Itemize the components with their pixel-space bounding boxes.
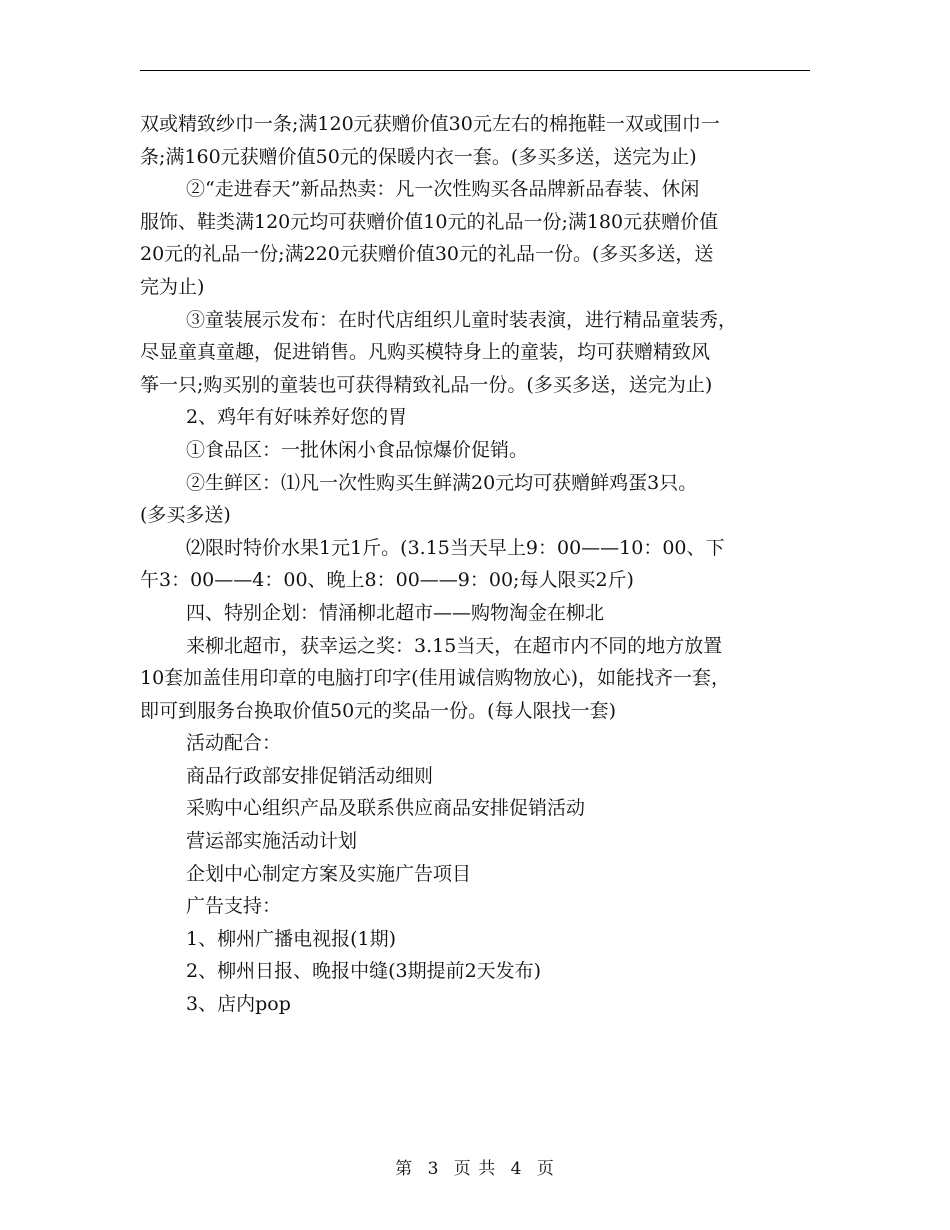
text-line: ⑵限时特价水果1元1斤。(3.15当天早上9：00——10：00、下 <box>186 536 725 559</box>
text-line: 2、鸡年有好味养好您的胃 <box>186 406 408 429</box>
footer-prefix: 第 <box>395 1159 414 1179</box>
text-line: 双或精致纱巾一条;满120元获赠价值30元左右的棉拖鞋一双或围巾一 <box>140 113 720 135</box>
header-rule <box>140 70 810 71</box>
footer-total-pages: 4 <box>510 1159 523 1179</box>
footer-middle: 页 共 <box>453 1159 497 1179</box>
text-line: 服饰、鞋类满120元均可获赠价值10元的礼品一份;满180元获赠价值 <box>140 210 719 233</box>
text-line: 条;满160元获赠价值50元的保暖内衣一套。(多买多送，送完为止) <box>140 145 697 168</box>
text-line: 10套加盖佳用印章的电脑打印字(佳用诚信购物放心)，如能找齐一套， <box>140 667 731 690</box>
text-line: 营运部实施活动计划 <box>186 830 358 853</box>
footer-suffix: 页 <box>536 1159 555 1179</box>
text-line: ②“走进春天”新品热卖：凡一次性购买各品牌新品春装、休闲 <box>186 178 700 201</box>
text-line: 完为止) <box>140 275 205 298</box>
text-line: 2、柳州日报、晚报中缝(3期提前2天发布) <box>186 960 542 983</box>
text-line: 即可到服务台换取价值50元的奖品一份。(每人限找一套) <box>140 699 617 722</box>
text-line: 20元的礼品一份;满220元获赠价值30元的礼品一份。(多买多送，送 <box>140 243 714 266</box>
text-line: 筝一只;购买别的童装也可获得精致礼品一份。(多买多送，送完为止) <box>140 373 713 396</box>
text-line: 四、特别企划：情涌柳北超市——购物淘金在柳北 <box>186 601 605 624</box>
text-line: 尽显童真童趣，促进销售。凡购买模特身上的童装，均可获赠精致风 <box>140 341 711 364</box>
text-line: (多买多送) <box>140 504 231 527</box>
text-line: ②生鲜区：⑴凡一次性购买生鲜满20元均可获赠鲜鸡蛋3只。 <box>186 471 698 494</box>
text-line: 来柳北超市，获幸运之奖：3.15当天，在超市内不同的地方放置 <box>186 634 723 657</box>
text-line: 采购中心组织产品及联系供应商品安排促销活动 <box>186 797 586 820</box>
text-line: ①食品区：一批休闲小食品惊爆价促销。 <box>186 438 529 461</box>
text-line: 企划中心制定方案及实施广告项目 <box>186 862 472 885</box>
text-line: 1、柳州广播电视报(1期) <box>186 927 397 950</box>
text-line: 广告支持： <box>186 895 282 918</box>
footer-current-page: 3 <box>427 1159 440 1179</box>
page-footer <box>0 1154 950 1179</box>
text-line: ③童装展示发布：在时代店组织儿童时装表演，进行精品童装秀， <box>186 308 738 331</box>
text-line: 3、店内pop <box>186 993 291 1016</box>
document-body <box>140 108 810 1021</box>
text-line: 活动配合： <box>186 732 282 755</box>
text-line: 午3：00——4：00、晚上8：00——9：00;每人限买2斤) <box>140 569 634 592</box>
text-line: 商品行政部安排促销活动细则 <box>186 764 434 787</box>
